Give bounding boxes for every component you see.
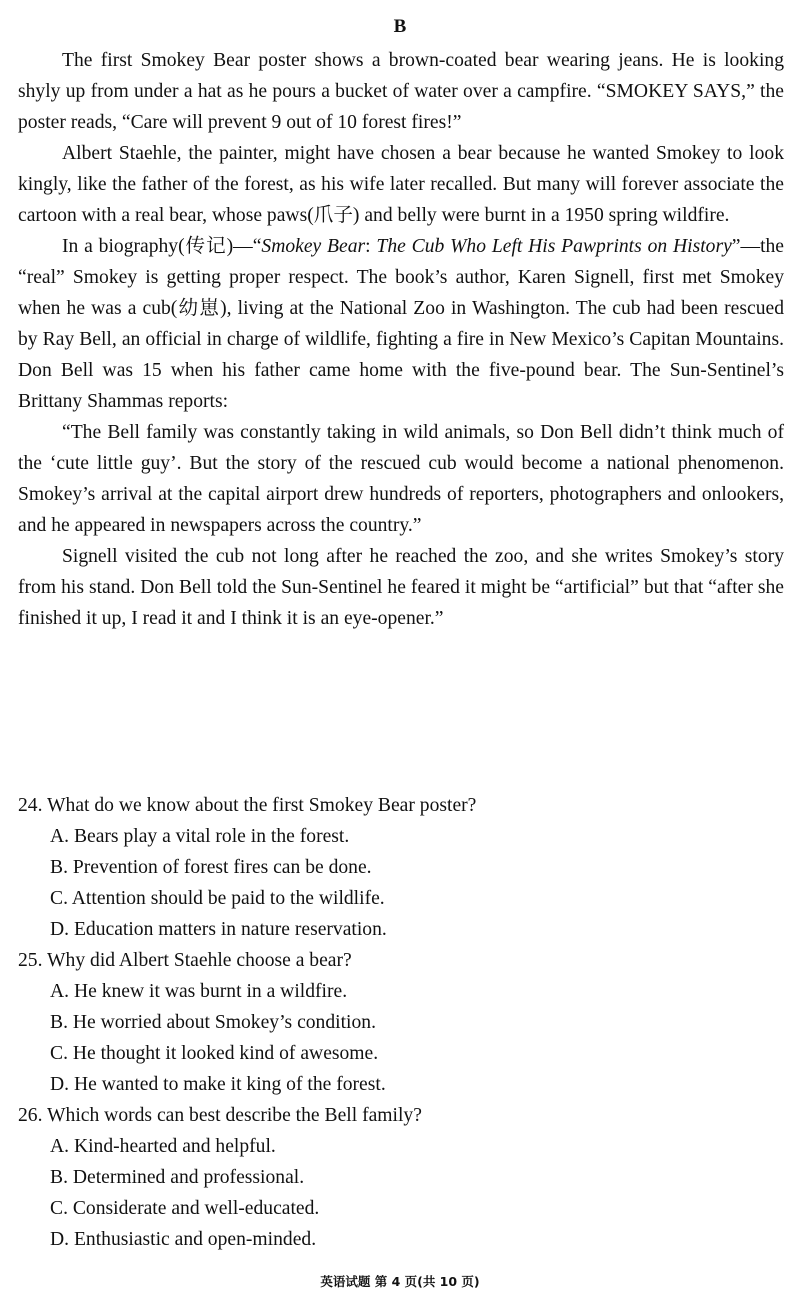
option-a: A. He knew it was burnt in a wildfire. (50, 981, 348, 1002)
option-c: C. Considerate and well-educated. (50, 1198, 320, 1219)
paragraph-3-lead: In a biography(传记)—“ (62, 236, 262, 257)
page-footer: 英语试题 第 4 页(共 10 页) (320, 1274, 480, 1289)
option-b: B. Determined and professional. (50, 1167, 305, 1188)
option-a: A. Bears play a vital role in the forest. (50, 826, 350, 847)
paragraph-5: Signell visited the cub not long after he reached the zoo, and she writes Smokey’s story from his stand. Don Bell told the Sun-Sentinel he feared it might be “artificial” but that “after she finished it up, I read it and I think it is an eye-opener.” (18, 546, 784, 629)
section-heading: B (393, 16, 407, 37)
reading-passage (18, 45, 784, 634)
book-title-part2: The Cub Who Left His Pawprints on History (376, 236, 732, 257)
question-24 (18, 790, 784, 945)
option-a: A. Kind-hearted and helpful. (50, 1136, 276, 1157)
book-title-sep: : (365, 236, 377, 257)
question-25 (18, 945, 784, 1100)
book-title-part1: Smokey Bear (261, 236, 366, 257)
paragraph-3 (18, 231, 784, 417)
paragraph-4: “The Bell family was constantly taking in wild animals, so Don Bell didn’t think much of the ‘cute little guy’. But the story of the rescued cub would become a national phenomenon. Smokey’s arrival at the capital airport drew hundreds of reporters, photographers and onlookers, and he appeared in newspapers across the country.” (18, 422, 784, 536)
question-stem: 26. Which words can best describe the Bell family? (18, 1105, 422, 1126)
option-d: D. Enthusiastic and open-minded. (50, 1229, 317, 1250)
option-b: B. Prevention of forest fires can be done. (50, 857, 372, 878)
question-26 (18, 1100, 784, 1255)
option-c: C. He thought it looked kind of awesome. (50, 1043, 379, 1064)
option-b: B. He worried about Smokey’s condition. (50, 1012, 376, 1033)
option-c: C. Attention should be paid to the wildlife. (50, 888, 385, 909)
option-d: D. Education matters in nature reservation. (50, 919, 387, 940)
question-stem: 24. What do we know about the first Smokey Bear poster? (18, 795, 477, 816)
question-stem: 25. Why did Albert Staehle choose a bear? (18, 950, 352, 971)
question-list (18, 790, 784, 1255)
paragraph-1: The first Smokey Bear poster shows a brown-coated bear wearing jeans. He is looking shyly up from under a hat as he pours a bucket of water over a campfire. “SMOKEY SAYS,” the poster reads, “Care will prevent 9 out of 10 forest fires!” (18, 50, 784, 133)
paragraph-3-rest: ”—the “real” Smokey is getting proper respect. The book’s author, Karen Signell, first met Smokey when he was a cub(幼崽), living at the National Zoo in Washington. The cub had been rescued by Ray Bell, an official in charge of wildlife, fighting a fire in New Mexico’s Capitan Mountains. Don Bell was 15 when his father came home with the five-pound bear. The Sun-Sentinel’s Brittany Shammas reports: (18, 236, 785, 412)
option-d: D. He wanted to make it king of the forest. (50, 1074, 386, 1095)
paragraph-2: Albert Staehle, the painter, might have chosen a bear because he wanted Smokey to look kingly, like the father of the forest, as his wife later recalled. But many will forever associate the cartoon with a real bear, whose paws(爪子) and belly were burnt in a 1950 spring wildfire. (18, 143, 784, 226)
